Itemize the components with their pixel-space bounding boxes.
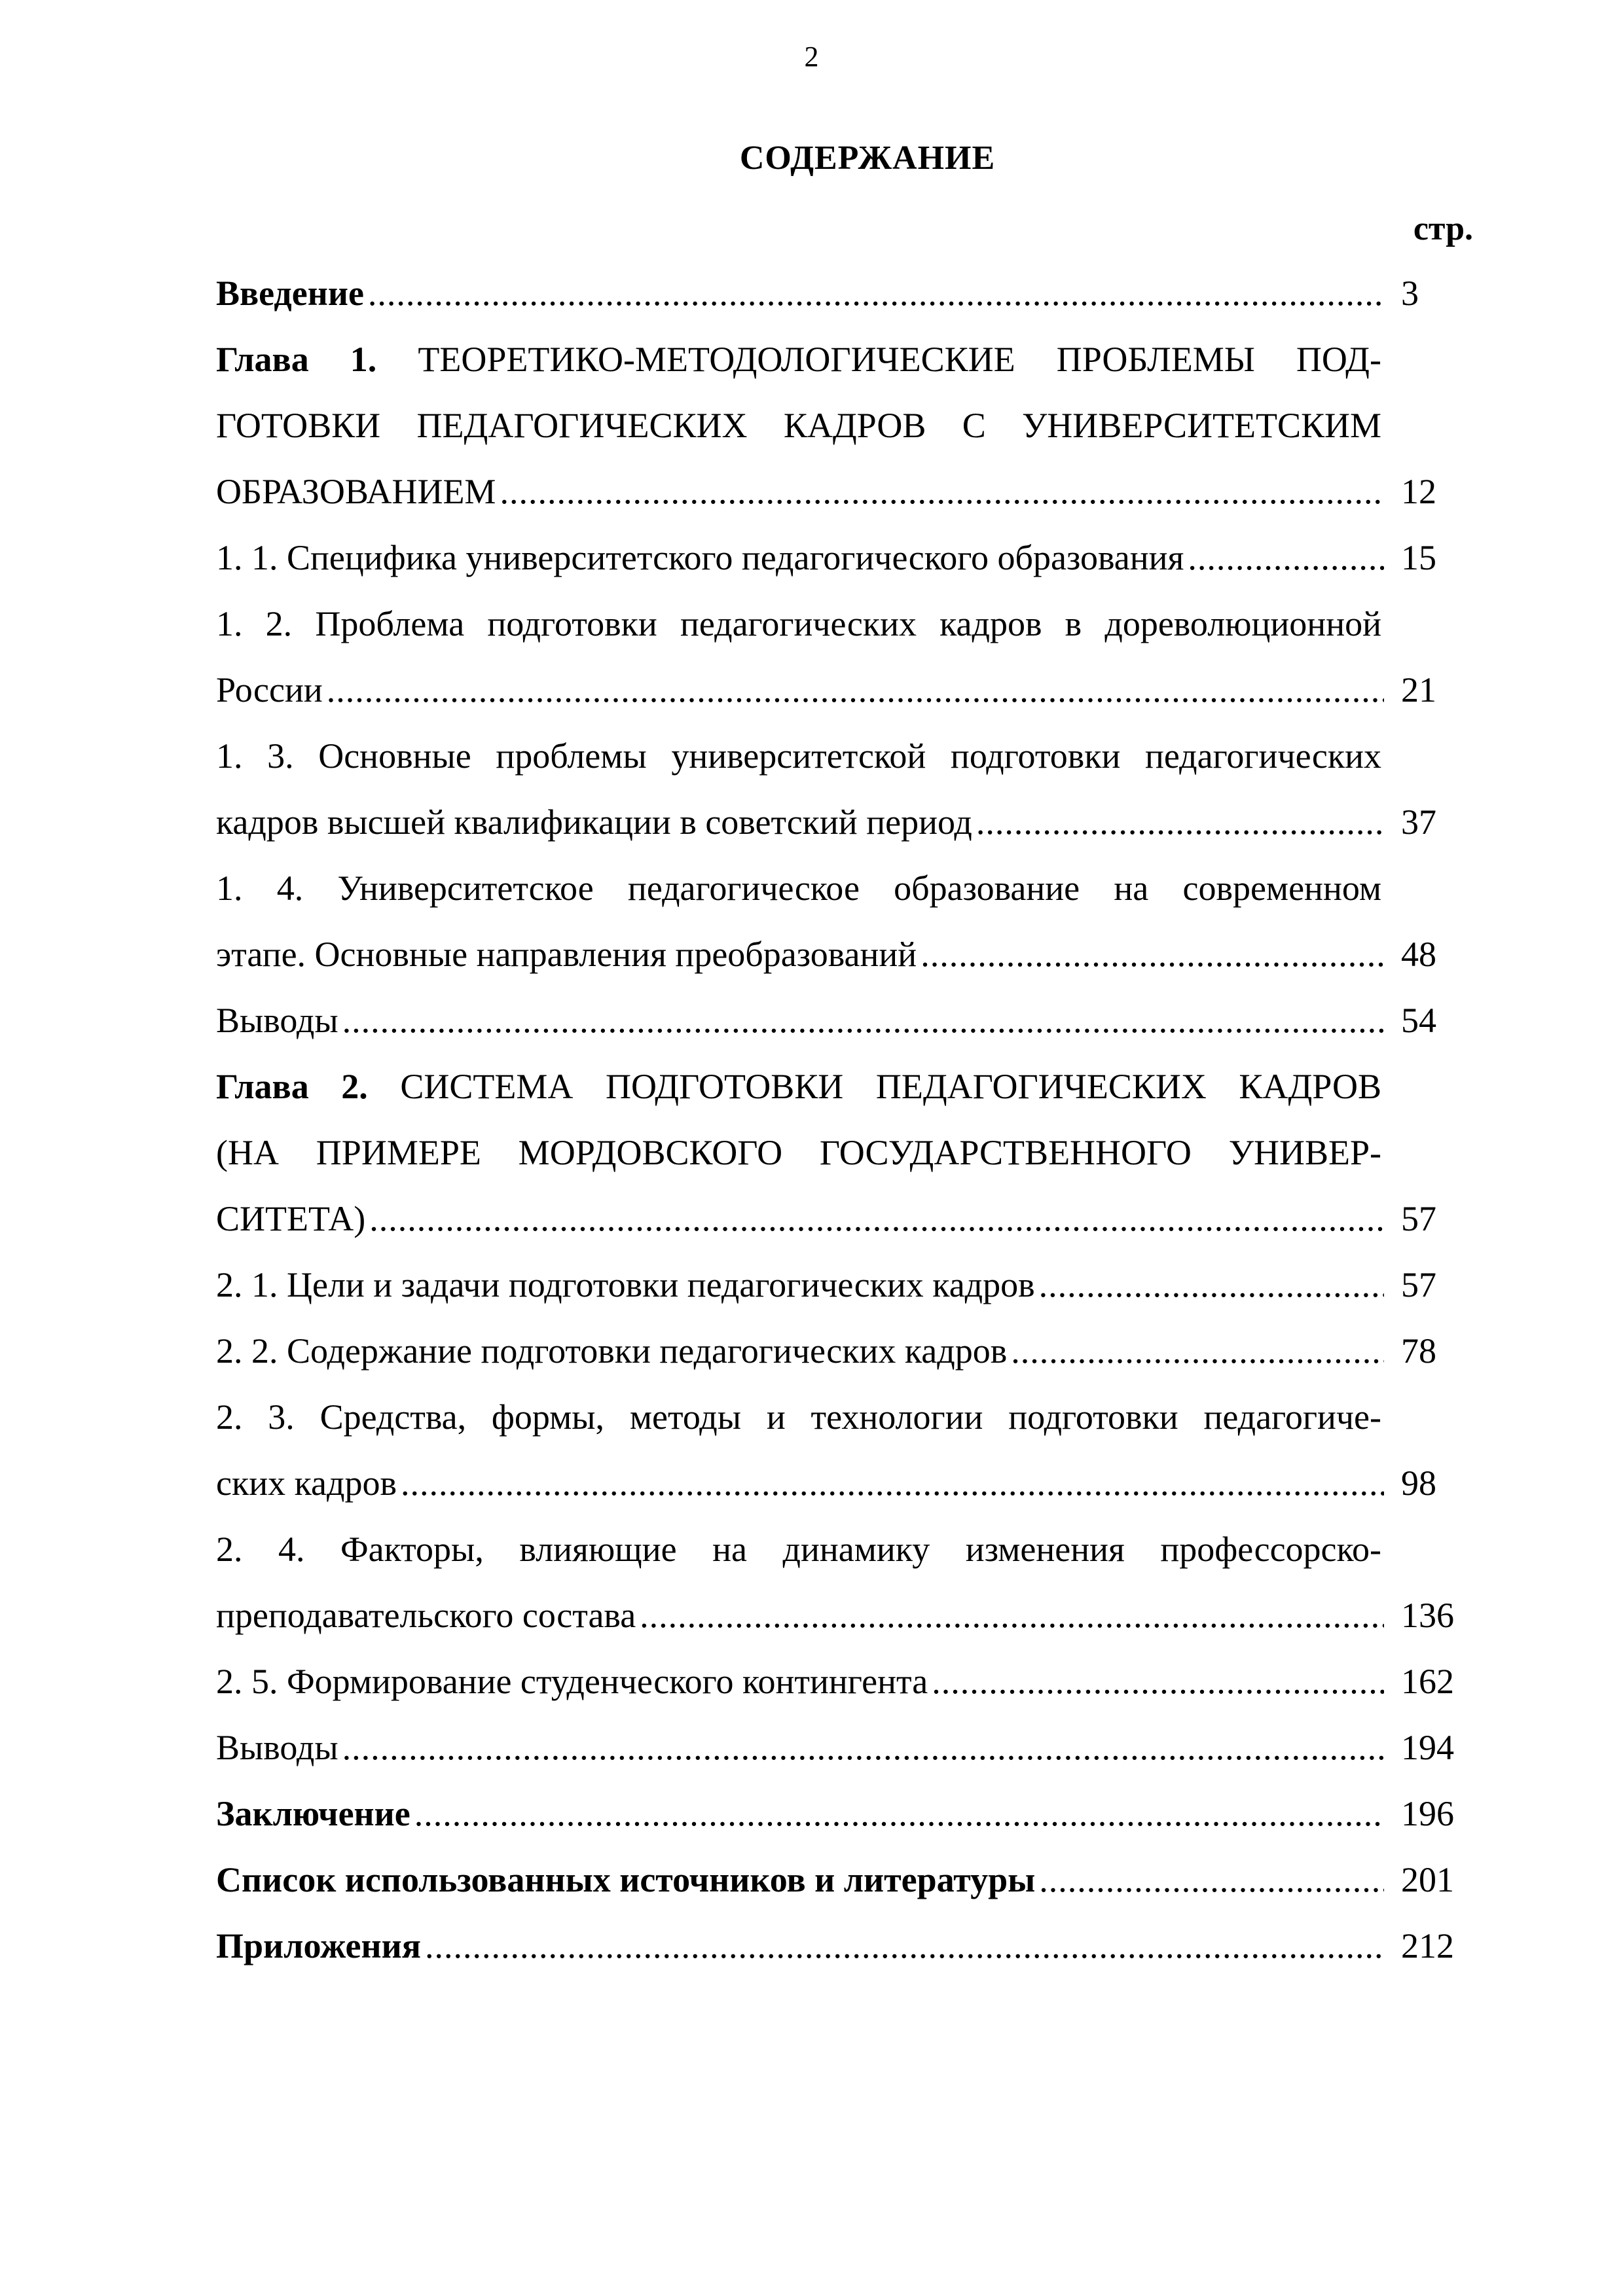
entry-line: 2. 2. Содержание подготовки педагогических кадров	[216, 1331, 1008, 1371]
entry-line: Выводы	[216, 1728, 338, 1767]
leader-dots	[414, 1781, 1384, 1847]
leader-dots	[425, 1913, 1384, 1979]
entry-line: 1. 4. Университетское педагогическое образование на современном	[216, 869, 1381, 908]
toc-entry-introduction[interactable]	[216, 260, 1473, 327]
leader-dots	[342, 988, 1384, 1054]
leader-dots	[921, 922, 1384, 988]
entry-line: 2. 4. Факторы, влияющие на динамику изменения профессорско-	[216, 1530, 1381, 1569]
toc-entry-section-2-2[interactable]	[216, 1318, 1473, 1384]
entry-page: 212	[1401, 1926, 1454, 1965]
entry-page: 98	[1401, 1463, 1436, 1503]
entry-line: (НА ПРИМЕРЕ МОРДОВСКОГО ГОСУДАРСТВЕННОГО УНИВЕР-	[216, 1133, 1381, 1172]
toc-entry-conclusions-2[interactable]	[216, 1715, 1473, 1781]
toc-entry-section-2-3[interactable]	[216, 1384, 1473, 1516]
leader-dots	[1188, 525, 1384, 591]
entry-line: кадров высшей квалификации в советский период	[216, 802, 972, 842]
entry-line: 1. 1. Специфика университетского педагогического образования	[216, 538, 1184, 577]
entry-line: Выводы	[216, 1001, 338, 1040]
toc-entry-section-1-1[interactable]	[216, 525, 1473, 591]
entry-page: 194	[1401, 1728, 1454, 1767]
entry-page: 12	[1401, 472, 1436, 511]
page-column-header: стр.	[1413, 210, 1473, 247]
toc-entry-conclusion[interactable]	[216, 1781, 1473, 1847]
toc-entry-section-1-3[interactable]	[216, 723, 1473, 855]
toc-entry-section-1-4[interactable]	[216, 855, 1473, 988]
toc-entry-appendix[interactable]	[216, 1913, 1473, 1979]
entry-line: 2. 5. Формирование студенческого контингента	[216, 1662, 928, 1701]
entry-line: 1. 2. Проблема подготовки педагогических кадров в дореволюционной	[216, 604, 1381, 643]
leader-dots	[1011, 1318, 1384, 1384]
table-of-contents	[216, 260, 1473, 1979]
leader-dots	[1039, 1847, 1384, 1913]
entry-line: 1. 3. Основные проблемы университетской подготовки педагогических	[216, 736, 1381, 776]
toc-title: СОДЕРЖАНИЕ	[739, 139, 996, 177]
entry-page: 57	[1401, 1265, 1436, 1304]
entry-title: Список использованных источников и литературы	[216, 1860, 1036, 1899]
leader-dots	[327, 657, 1384, 723]
toc-entry-section-1-2[interactable]	[216, 591, 1473, 723]
leader-dots	[368, 260, 1384, 327]
toc-entry-sources[interactable]	[216, 1847, 1473, 1913]
entry-line: 2. 1. Цели и задачи подготовки педагогических кадров	[216, 1265, 1035, 1304]
entry-line: ских кадров	[216, 1463, 397, 1503]
toc-entry-conclusions-1[interactable]	[216, 988, 1473, 1054]
entry-line: ТЕОРЕТИКО-МЕТОДОЛОГИЧЕСКИЕ ПРОБЛЕМЫ ПОД-	[418, 340, 1382, 379]
leader-dots	[342, 1715, 1384, 1781]
entry-title: Заключение	[216, 1794, 410, 1833]
leader-dots	[500, 459, 1384, 525]
entry-page: 136	[1401, 1596, 1454, 1635]
entry-page: 162	[1401, 1662, 1454, 1701]
entry-page: 201	[1401, 1860, 1454, 1899]
leader-dots	[1039, 1252, 1384, 1318]
entry-line: преподавательского состава	[216, 1596, 636, 1635]
entry-page: 196	[1401, 1794, 1454, 1833]
entry-page: 3	[1401, 274, 1419, 313]
entry-page: 37	[1401, 802, 1436, 842]
leader-dots	[932, 1649, 1384, 1715]
entry-page: 15	[1401, 538, 1436, 577]
entry-page: 48	[1401, 935, 1436, 974]
leader-dots	[401, 1450, 1384, 1516]
toc-entry-section-2-1[interactable]	[216, 1252, 1473, 1318]
toc-entry-chapter-2[interactable]	[216, 1054, 1473, 1252]
entry-line: России	[216, 670, 323, 709]
toc-entry-section-2-5[interactable]	[216, 1649, 1473, 1715]
entry-title: Введение	[216, 274, 364, 313]
entry-page: 78	[1401, 1331, 1436, 1371]
entry-line: ГОТОВКИ ПЕДАГОГИЧЕСКИХ КАДРОВ С УНИВЕРСИТЕТСКИМ	[216, 406, 1381, 445]
entry-page: 54	[1401, 1001, 1436, 1040]
toc-entry-section-2-4[interactable]	[216, 1516, 1473, 1649]
leader-dots	[640, 1583, 1384, 1649]
entry-line: ОБРАЗОВАНИЕМ	[216, 472, 496, 511]
leader-dots	[369, 1186, 1384, 1252]
entry-title: Приложения	[216, 1926, 421, 1965]
entry-page: 57	[1401, 1199, 1436, 1238]
entry-page: 21	[1401, 670, 1436, 709]
entry-line: 2. 3. Средства, формы, методы и технологии подготовки педагогиче-	[216, 1397, 1381, 1437]
chapter-label: Глава 2.	[216, 1067, 368, 1106]
toc-entry-chapter-1[interactable]	[216, 327, 1473, 525]
page-number: 2	[804, 41, 819, 73]
entry-line: СИТЕТА)	[216, 1199, 366, 1238]
entry-line: этапе. Основные направления преобразований	[216, 935, 917, 974]
leader-dots	[976, 789, 1384, 855]
entry-line: СИСТЕМА ПОДГОТОВКИ ПЕДАГОГИЧЕСКИХ КАДРОВ	[400, 1067, 1381, 1106]
chapter-label: Глава 1.	[216, 340, 377, 379]
